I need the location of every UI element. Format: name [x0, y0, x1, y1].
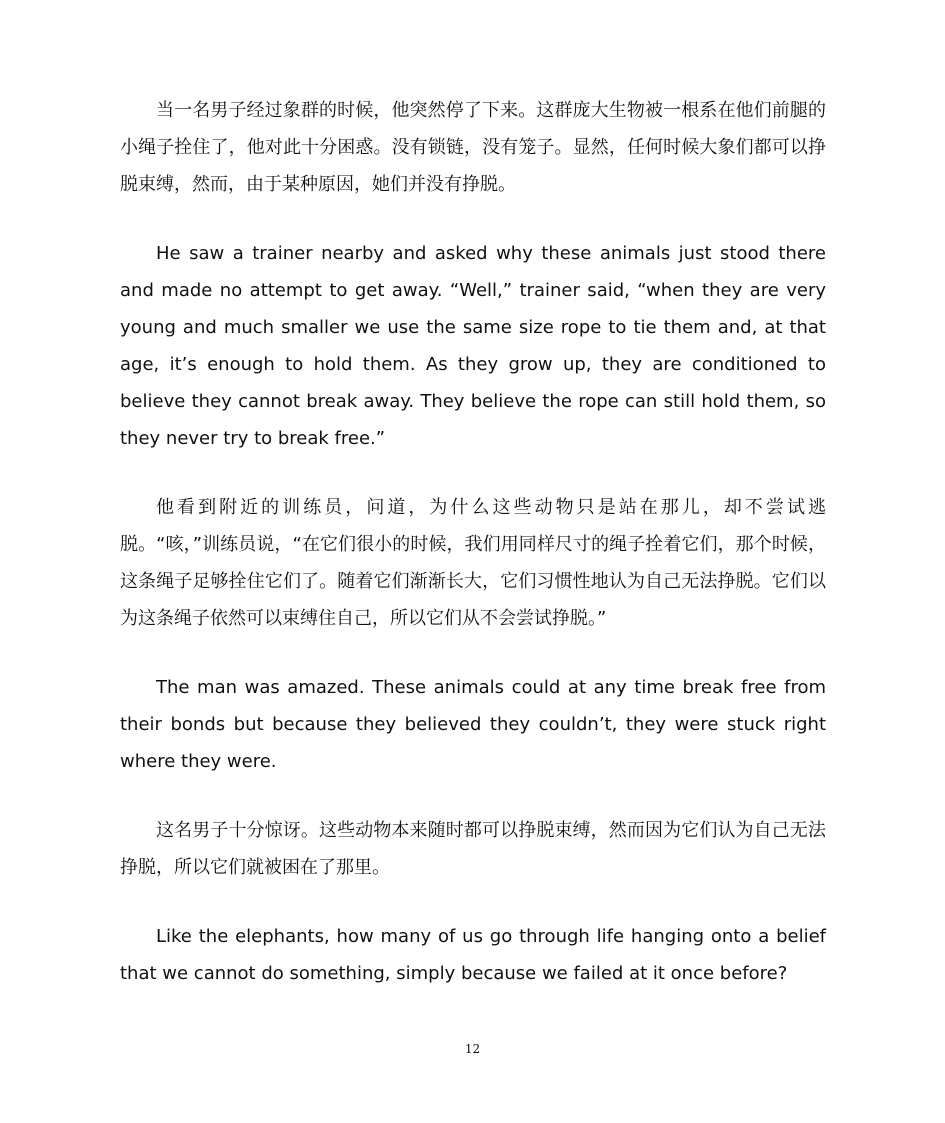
page-number: 12 [464, 1042, 481, 1056]
paragraph-6-english: Like the elephants, how many of us go through life hanging onto a belief that we cannot do something, simply because we failed at it once before? [120, 926, 826, 984]
paragraph-3-chinese: 他看到附近的训练员，问道，为什么这些动物只是站在那儿，却不尝试逃脱。“咳，”训练员说，“在它们很小的时候，我们用同样尺寸的绳子拴着它们，那个时候，这条绳子足够拴住它们了。随着它们渐渐长大，它们习惯性地认为自己无法挣脱。它们以为这条绳子依然可以束缚住自己，所以它们从不会尝试挣脱。” [120, 497, 826, 629]
document-body [120, 92, 826, 992]
paragraph-2-english: He saw a trainer nearby and asked why these animals just stood there and made no attempt to get away. “Well,” trainer said, “when they are very young and much smaller we use the same size rope to tie them and, at that age, it’s enough to hold them. As they grow up, they are conditioned to believe they cannot break away. They believe the rope can still hold them, so they never try to break free.” [120, 243, 826, 449]
paragraph-5-chinese: 这名男子十分惊讶。这些动物本来随时都可以挣脱束缚，然而因为它们认为自己无法挣脱，所以它们就被困在了那里。 [120, 820, 826, 878]
paragraph-1-chinese: 当一名男子经过象群的时候，他突然停了下来。这群庞大生物被一根系在他们前腿的小绳子拴住了，他对此十分困惑。没有锁链，没有笼子。显然，任何时候大象们都可以挣脱束缚，然而，由于某种原因，她们并没有挣脱。 [120, 100, 826, 195]
paragraph-4-english: The man was amazed. These animals could at any time break free from their bonds but because they believed they couldn’t, they were stuck right where they were. [120, 677, 826, 772]
